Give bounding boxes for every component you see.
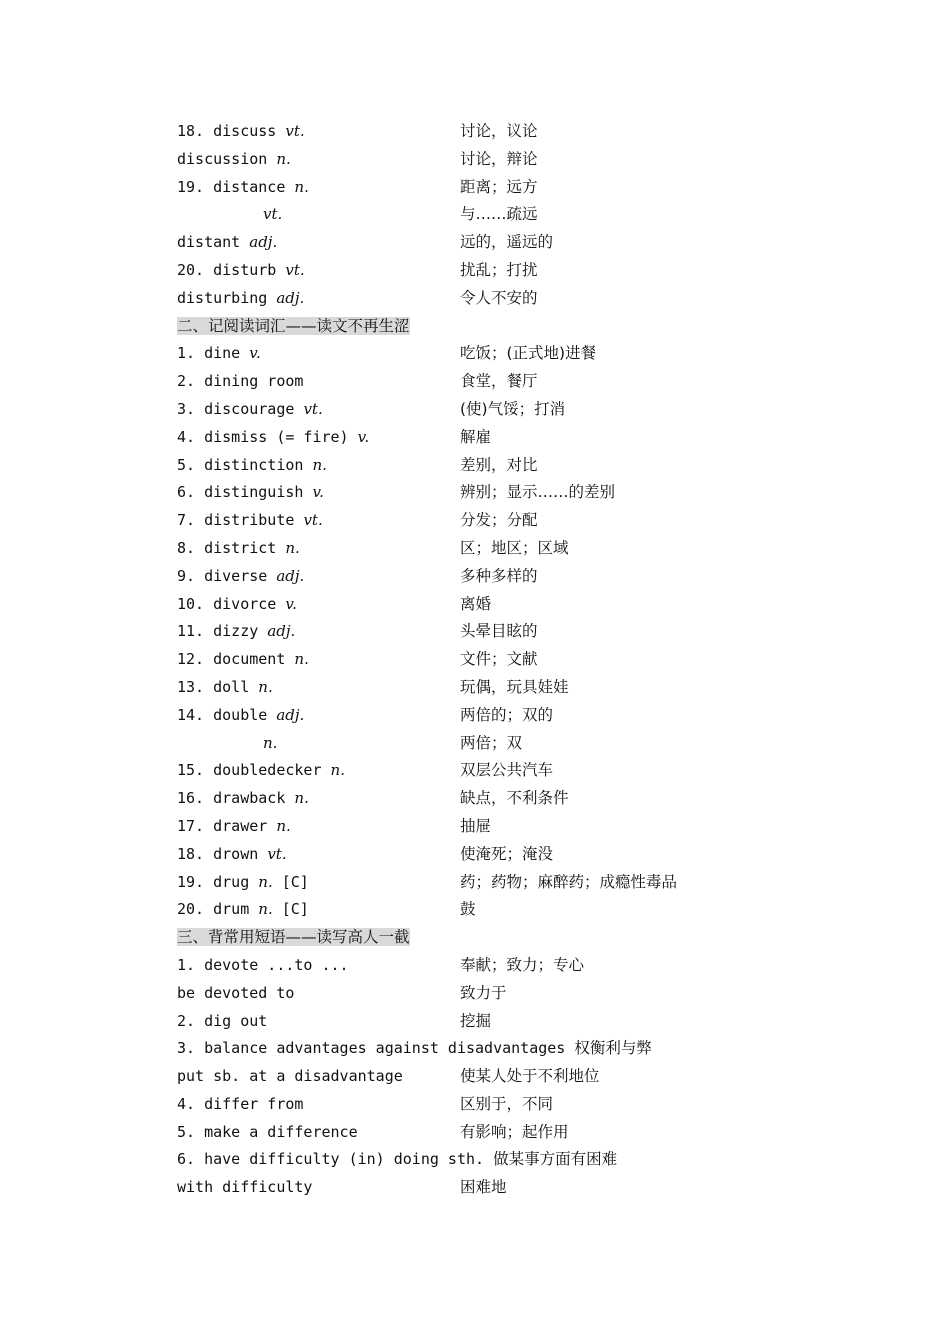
vocab-english	[177, 757, 345, 785]
vocab-meaning: 吃饭；(正式地)进餐	[460, 344, 597, 363]
vocab-english	[177, 479, 324, 507]
vocab-english	[177, 646, 309, 674]
vocab-row	[177, 452, 817, 480]
vocab-part-of-speech: n.	[294, 789, 309, 808]
vocab-word: put sb. at a disadvantage	[177, 1067, 403, 1086]
vocab-word: 11. dizzy	[177, 622, 268, 641]
vocab-part-of-speech: n.	[330, 761, 345, 780]
vocab-row	[177, 646, 817, 674]
vocab-row	[177, 1008, 817, 1036]
vocab-word: 19. distance	[177, 177, 295, 196]
vocab-english	[177, 896, 309, 924]
vocab-part-of-speech: n.	[258, 677, 273, 696]
vocab-word: 18. drown	[177, 844, 268, 863]
vocab-english	[177, 785, 309, 813]
vocab-part-of-speech: n.	[312, 455, 327, 474]
vocab-english	[177, 702, 304, 730]
vocab-word: 4. dismiss (= fire)	[177, 427, 358, 446]
vocab-word: 8. district	[177, 538, 286, 557]
vocab-row	[177, 1091, 817, 1119]
vocab-meaning: 挖掘	[460, 1011, 492, 1030]
vocab-part-of-speech: vt.	[267, 844, 287, 863]
vocab-english	[177, 1091, 303, 1119]
vocab-word: 13. doll	[177, 677, 259, 696]
vocab-meaning: 讨论，辩论	[460, 149, 538, 168]
vocab-english	[177, 201, 282, 229]
vocab-part-of-speech: vt.	[303, 399, 323, 418]
vocab-word: 1. devote ...to ...	[177, 955, 349, 974]
vocab-meaning: 离婚	[460, 594, 492, 613]
vocab-word: 20. drum	[177, 900, 259, 919]
vocab-word: 12. document	[177, 650, 295, 669]
vocab-word: 6. distinguish	[177, 483, 313, 502]
vocab-row	[177, 896, 817, 924]
vocab-part-of-speech: vt.	[285, 260, 305, 279]
vocab-meaning: 权衡利与弊	[574, 1039, 652, 1058]
vocab-english	[177, 1035, 652, 1063]
vocab-row	[177, 146, 817, 174]
vocab-word: 16. drawback	[177, 789, 295, 808]
vocab-row	[177, 757, 817, 785]
vocab-meaning: 区别于，不同	[460, 1094, 554, 1113]
vocab-word: 3. discourage	[177, 399, 304, 418]
vocab-english	[177, 618, 295, 646]
vocab-part-of-speech: vt.	[285, 122, 305, 140]
vocab-meaning: 头晕目眩的	[460, 622, 538, 641]
vocab-meaning: 辨别；显示……的差别	[460, 483, 616, 502]
vocab-meaning: 多种多样的	[460, 566, 538, 585]
vocab-row	[177, 785, 817, 813]
vocab-english	[177, 1174, 312, 1202]
vocab-row	[177, 1119, 817, 1147]
vocab-row	[177, 479, 817, 507]
vocab-english	[177, 1008, 267, 1036]
vocab-row	[177, 702, 817, 730]
vocab-english	[177, 452, 327, 480]
vocab-word: be devoted to	[177, 983, 295, 1002]
vocab-english	[177, 174, 309, 202]
vocab-english	[177, 340, 261, 368]
vocab-english	[177, 813, 291, 841]
vocab-english	[177, 591, 297, 619]
vocab-word: 20. disturb	[177, 260, 286, 279]
vocab-word: 14. double	[177, 705, 277, 724]
vocab-row	[177, 368, 817, 396]
vocab-meaning: 做某事方面有困难	[493, 1150, 618, 1169]
vocab-english	[177, 841, 287, 869]
vocab-english	[177, 507, 323, 535]
vocab-row	[177, 535, 817, 563]
vocab-word: 3. balance advantages against disadvantages	[177, 1039, 575, 1058]
vocab-meaning: 有影响；起作用	[460, 1122, 569, 1141]
vocab-english	[177, 1146, 617, 1174]
vocab-meaning: 差别，对比	[460, 455, 538, 474]
vocab-english	[177, 535, 300, 563]
vocab-word: 7. distribute	[177, 511, 304, 530]
section-reading-vocabulary	[177, 340, 817, 924]
vocab-english	[177, 869, 309, 897]
vocab-row	[177, 257, 817, 285]
vocab-word: 15. doubledecker	[177, 761, 331, 780]
vocab-meaning: 解雇	[460, 427, 492, 446]
vocab-meaning: 食堂，餐厅	[460, 372, 538, 391]
vocab-word: 2. dig out	[177, 1011, 268, 1030]
vocab-meaning: 使某人处于不利地位	[460, 1067, 600, 1086]
vocab-row	[177, 591, 817, 619]
vocab-meaning: 鼓	[460, 900, 476, 919]
vocab-part-of-speech: n.	[294, 650, 309, 669]
vocab-english	[177, 229, 277, 257]
vocab-meaning: 两倍；双	[460, 733, 523, 752]
section-heading-reading-vocabulary: 二、记阅读词汇——读文不再生涩	[177, 316, 410, 335]
vocab-row	[177, 563, 817, 591]
vocab-row	[177, 174, 817, 202]
vocab-row	[177, 1035, 817, 1063]
vocab-word: with difficulty	[177, 1178, 313, 1197]
vocab-part-of-speech: adj.	[249, 233, 278, 252]
vocab-row	[177, 730, 817, 758]
vocab-meaning: 困难地	[460, 1178, 507, 1197]
vocab-word: 5. distinction	[177, 455, 313, 474]
vocab-english	[177, 952, 349, 980]
vocab-part-of-speech: n.	[294, 177, 309, 196]
vocab-meaning: 讨论，议论	[460, 122, 538, 140]
section-common-phrases	[177, 952, 817, 1202]
vocab-part-of-speech: adj.	[267, 622, 296, 641]
vocab-word: 18. discuss	[177, 122, 286, 140]
vocab-row	[177, 285, 817, 313]
vocab-english	[177, 563, 304, 591]
vocab-part-of-speech: n.	[276, 149, 291, 168]
vocab-english	[177, 146, 291, 174]
vocab-meaning: 文件；文献	[460, 650, 538, 669]
vocab-meaning: 与……疏远	[460, 205, 538, 224]
vocab-english	[177, 396, 323, 424]
vocab-row	[177, 980, 817, 1008]
vocab-countability: [C]	[272, 872, 309, 891]
vocab-meaning: 缺点，不利条件	[460, 789, 569, 808]
vocab-meaning: 使淹死；淹没	[460, 844, 554, 863]
vocab-word: 19. drug	[177, 872, 259, 891]
vocabulary-page	[177, 118, 817, 1202]
vocab-word: 6. have difficulty (in) doing sth.	[177, 1150, 494, 1169]
vocab-part-of-speech: adj.	[276, 566, 305, 585]
vocab-word: discussion	[177, 149, 277, 168]
vocab-part-of-speech: n.	[263, 733, 278, 752]
vocab-word: 17. drawer	[177, 816, 277, 835]
vocab-row	[177, 841, 817, 869]
vocab-meaning: (使)气馁；打消	[460, 399, 566, 418]
vocab-row	[177, 229, 817, 257]
vocab-english	[177, 1063, 403, 1091]
vocab-meaning: 玩偶，玩具娃娃	[460, 677, 569, 696]
section-words-continued	[177, 118, 817, 313]
vocab-meaning: 远的，遥远的	[460, 233, 554, 252]
vocab-word: disturbing	[177, 288, 277, 307]
vocab-english	[177, 730, 277, 758]
vocab-word: 5. make a difference	[177, 1122, 358, 1141]
vocab-word: 1. dine	[177, 344, 250, 363]
vocab-part-of-speech: adj.	[276, 288, 305, 307]
vocab-meaning: 抽屉	[460, 816, 492, 835]
vocab-english	[177, 285, 304, 313]
vocab-row	[177, 201, 817, 229]
vocab-row	[177, 396, 817, 424]
vocab-meaning: 两倍的；双的	[460, 705, 554, 724]
vocab-row	[177, 1146, 817, 1174]
vocab-part-of-speech: v.	[357, 427, 370, 446]
vocab-row	[177, 952, 817, 980]
vocab-english	[177, 674, 273, 702]
vocab-meaning: 双层公共汽车	[460, 761, 554, 780]
vocab-english	[177, 118, 305, 146]
vocab-word: distant	[177, 233, 250, 252]
vocab-meaning: 分发；分配	[460, 511, 538, 530]
vocab-meaning: 致力于	[460, 983, 507, 1002]
vocab-part-of-speech: n.	[258, 872, 273, 891]
vocab-part-of-speech: v.	[312, 483, 324, 502]
vocab-english	[177, 424, 369, 452]
vocab-part-of-speech: v.	[285, 594, 297, 613]
vocab-row	[177, 507, 817, 535]
vocab-row	[177, 1174, 817, 1202]
vocab-english	[177, 257, 305, 285]
vocab-english	[177, 980, 294, 1008]
vocab-part-of-speech: vt.	[263, 205, 283, 224]
vocab-row	[177, 618, 817, 646]
vocab-english	[177, 368, 303, 396]
section-heading-common-phrases: 三、背常用短语——读写高人一截	[177, 928, 410, 947]
vocab-meaning: 区；地区；区域	[460, 538, 569, 557]
vocab-part-of-speech: adj.	[276, 705, 305, 724]
vocab-row	[177, 340, 817, 368]
vocab-meaning: 令人不安的	[460, 288, 538, 307]
vocab-word: 2. dining room	[177, 372, 304, 391]
vocab-row	[177, 424, 817, 452]
vocab-part-of-speech: n.	[285, 538, 300, 557]
vocab-word: 9. diverse	[177, 566, 277, 585]
vocab-meaning: 距离；远方	[460, 177, 538, 196]
vocab-row	[177, 869, 817, 897]
vocab-part-of-speech: vt.	[303, 511, 323, 530]
vocab-row	[177, 1063, 817, 1091]
vocab-english	[177, 1119, 358, 1147]
vocab-part-of-speech: n.	[276, 816, 291, 835]
vocab-row	[177, 674, 817, 702]
vocab-meaning: 扰乱；打扰	[460, 260, 538, 279]
vocab-word: 4. differ from	[177, 1094, 304, 1113]
vocab-meaning: 药；药物；麻醉药；成瘾性毒品	[460, 872, 678, 891]
vocab-word: 10. divorce	[177, 594, 286, 613]
vocab-countability: [C]	[272, 900, 309, 919]
vocab-row	[177, 118, 817, 146]
vocab-part-of-speech: v.	[249, 344, 261, 363]
vocab-meaning: 奉献；致力；专心	[460, 955, 585, 974]
vocab-row	[177, 813, 817, 841]
vocab-part-of-speech: n.	[258, 900, 273, 919]
